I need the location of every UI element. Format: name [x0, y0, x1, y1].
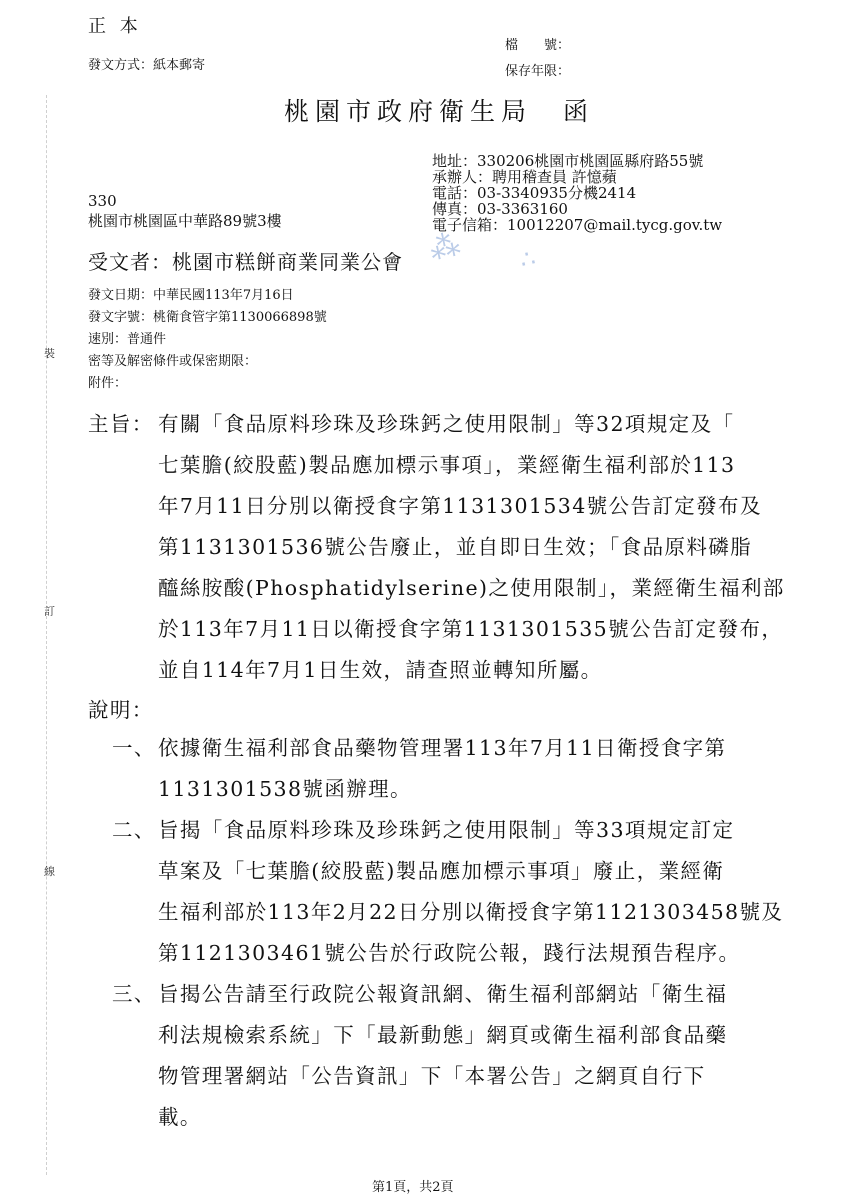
send-method: 發文方式：紙本郵寄	[88, 58, 206, 73]
explanation-line: 旨揭公告請至行政院公報資訊網、衛生福利部網站「衛生福	[158, 982, 728, 1006]
stamp-mark: ⁂	[426, 227, 464, 268]
document-title: 桃園市政府衛生局 函	[284, 97, 595, 126]
recipient-zip: 330	[88, 192, 117, 210]
retention-period-label: 保存年限：	[505, 64, 571, 79]
explanation-line: 載。	[158, 1105, 202, 1129]
sender-fax: 傳真：03-3363160	[432, 200, 568, 218]
subject-line: 並自114年7月1日生效，請查照並轉知所屬。	[158, 658, 603, 682]
sender-contact: 承辦人：聘用稽查員 許憶蘋	[432, 168, 617, 186]
explanation-line: 草案及「七葉膽(絞股藍)製品應加標示事項」廢止，業經衛	[158, 859, 725, 883]
subject-label: 主旨：	[88, 412, 154, 436]
explanation-line: 物管理署網站「公告資訊」下「本署公告」之網頁自行下	[158, 1064, 706, 1088]
issue-date: 發文日期：中華民國113年7月16日	[88, 288, 294, 303]
explanation-item-number: 二、	[112, 818, 156, 842]
document-number: 發文字號：桃衛食管字第1130066898號	[88, 310, 327, 325]
binding-mark: 裝	[44, 347, 55, 360]
sender-phone: 電話：03-3340935分機2414	[432, 184, 637, 202]
recipient-street: 桃園市桃園區中華路89號3樓	[88, 212, 282, 230]
binding-mark: 訂	[44, 605, 55, 618]
sender-email: 電子信箱：10012207@mail.tycg.gov.tw	[432, 216, 723, 234]
explanation-label: 說明：	[88, 698, 154, 722]
explanation-item-number: 三、	[112, 982, 156, 1006]
subject-line: 醯絲胺酸(Phosphatidylserine)之使用限制」，業經衛生福利部	[158, 576, 785, 600]
subject-line: 有關「食品原料珍珠及珍珠鈣之使用限制」等32項規定及「	[158, 412, 735, 436]
subject-line: 第1131301536號公告廢止，並自即日生效；「食品原料磷脂	[158, 535, 753, 559]
subject-line: 年7月11日分別以衛授食字第1131301534號公告訂定發布及	[158, 494, 762, 518]
copy-mark: 正 本	[88, 16, 142, 37]
explanation-line: 生福利部於113年2月22日分別以衛授食字第1121303458號及	[158, 900, 784, 924]
file-number-label: 檔 號：	[505, 38, 571, 53]
binding-mark: 線	[44, 865, 55, 878]
explanation-line: 依據衛生福利部食品藥物管理署113年7月11日衛授食字第	[158, 736, 727, 760]
explanation-line: 利法規檢索系統」下「最新動態」網頁或衛生福利部食品藥	[158, 1023, 728, 1047]
explanation-line: 旨揭「食品原料珍珠及珍珠鈣之使用限制」等33項規定訂定	[158, 818, 735, 842]
secrecy-level: 密等及解密條件或保密期限：	[88, 354, 258, 369]
explanation-line: 1131301538號函辦理。	[158, 777, 412, 801]
delivery-speed: 速別：普通件	[88, 332, 167, 347]
sender-address: 地址：330206桃園市桃園區縣府路55號	[432, 152, 704, 170]
recipient: 受文者：桃園市糕餅商業同業公會	[88, 250, 403, 274]
explanation-item-number: 一、	[112, 736, 156, 760]
subject-line: 於113年7月11日以衛授食字第1131301535號公告訂定發布，	[158, 617, 784, 641]
attachment: 附件：	[88, 376, 128, 391]
explanation-line: 第1121303461號公告於行政院公報，踐行法規預告程序。	[158, 941, 741, 965]
page-number: 第1頁，共2頁	[372, 1180, 454, 1195]
stamp-mark: ∴	[517, 243, 539, 275]
binding-line	[46, 95, 47, 1175]
subject-line: 七葉膽(絞股藍)製品應加標示事項」，業經衛生福利部於113	[158, 453, 736, 477]
